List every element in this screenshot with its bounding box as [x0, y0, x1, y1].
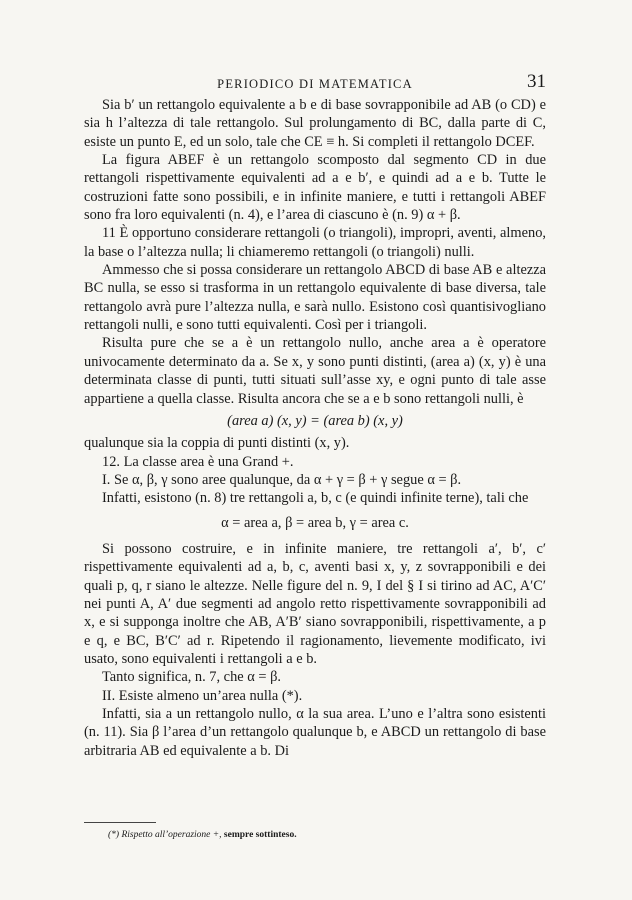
- paragraph: Risulta pure che se a è un rettangolo nullo, anche area a è operatore univocamente determinato da a. Se x, y sono punti distinti, (area a) (x, y) è una determinata classe di punti, tutti situati sull’asse xy, e ogni punto di tale asse appartiene a quella classe. Risulta ancora che se a e b sono rettangoli nulli, è: [84, 335, 546, 407]
- page-number: 31: [527, 71, 546, 92]
- paragraph: Tanto significa, n. 7, che α = β.: [102, 669, 282, 686]
- paragraph: La figura ABEF è un rettangolo scomposto dal segmento CD in due rettangoli rispettivamente equivalenti ad a e b′, e quindi ad a e b. Tutte le costruzioni fatte sono possibili, e in infinite maniere, e tutti i rettangoli ABEF sono fra loro equivalenti (n. 4), e l’area di ciascuno è (n. 9) α + β.: [84, 152, 546, 224]
- footnote: [108, 830, 538, 840]
- running-title: PERIODICO DI MATEMATICA: [217, 77, 413, 91]
- body-text: [84, 96, 546, 760]
- paragraph: Infatti, sia a un rettangolo nullo, α la sua area. L’uno e l’altra sono esistenti (n. 11). Sia β l’area d’un rettangolo qualunque b, e ABCD un rettangolo di base arbitraria AB ed equivalente a b. Di: [84, 706, 546, 759]
- section-11-paragraph: 11 È opportuno considerare rettangoli (o triangoli), impropri, aventi, almeno, la base o l’altezza nulla; li chiameremo rettangoli (o triangoli) nulli.: [84, 225, 546, 260]
- proposition-1: I. Se α, β, γ sono aree qualunque, da α + γ = β + γ segue α = β.: [102, 471, 462, 488]
- paragraph: qualunque sia la coppia di punti distinti (x, y).: [84, 435, 350, 452]
- paragraph: Infatti, esistono (n. 8) tre rettangoli a, b, c (e quindi infinite terne), tali che: [102, 490, 529, 507]
- footnote-tail: sempre sottinteso.: [223, 830, 297, 840]
- paragraph: Si possono costruire, e in infinite maniere, tre rettangoli a′, b′, c′ rispettivamente equivalenti ad a, b, c, aventi basi x, y, z sovrapponibili e dei quali p, q, r siano le altezze. Nelle figure del n. 9, I del § I si tirino ad AC, A′C′ nei punti A, A′ due segmenti ad angolo retto rispettivamente sovrapponibili ad x, e si supponga inoltre che AB, A′B′ siano sovrapponibili, rispettivamente, a p e q, e BC, B′C′ ad r. Ripetendo il ragionamento, lievemente modificato, ivi usato, sono equivalenti i rettangoli a e b.: [84, 540, 546, 667]
- display-equation: (area a) (x, y) = (area b) (x, y): [227, 412, 403, 429]
- paragraph: Ammesso che si possa considerare un rettangolo ABCD di base AB e altezza BC nulla, se esso si trasforma in un rettangolo equivalente di base diversa, tale rettangolo avrà pure l’altezza nulla, e sarà nullo. Esistono così quantisivogliano rettangoli nulli, e sono tutti equivalenti. Così per i triangoli.: [84, 262, 546, 334]
- page-header: [84, 71, 546, 94]
- footnote-text: Rispetto all’operazione +,: [121, 830, 222, 840]
- section-12-heading: 12. La classe area è una Grand +.: [102, 453, 294, 470]
- footnote-marker: (*): [108, 830, 120, 840]
- footnote-rule: [84, 822, 156, 823]
- proposition-2: II. Esiste almeno un’area nulla (*).: [102, 687, 303, 704]
- display-equation: α = area a, β = area b, γ = area c.: [221, 514, 409, 531]
- paragraph: Sia b′ un rettangolo equivalente a b e di base sovrapponibile ad AB (o CD) e sia h l’altezza di tale rettangolo. Sul prolungamento di BC, dalla parte di C, esiste un punto E, ed un solo, tale che CE ≡ h. Si completi il rettangolo DCEF.: [84, 97, 546, 150]
